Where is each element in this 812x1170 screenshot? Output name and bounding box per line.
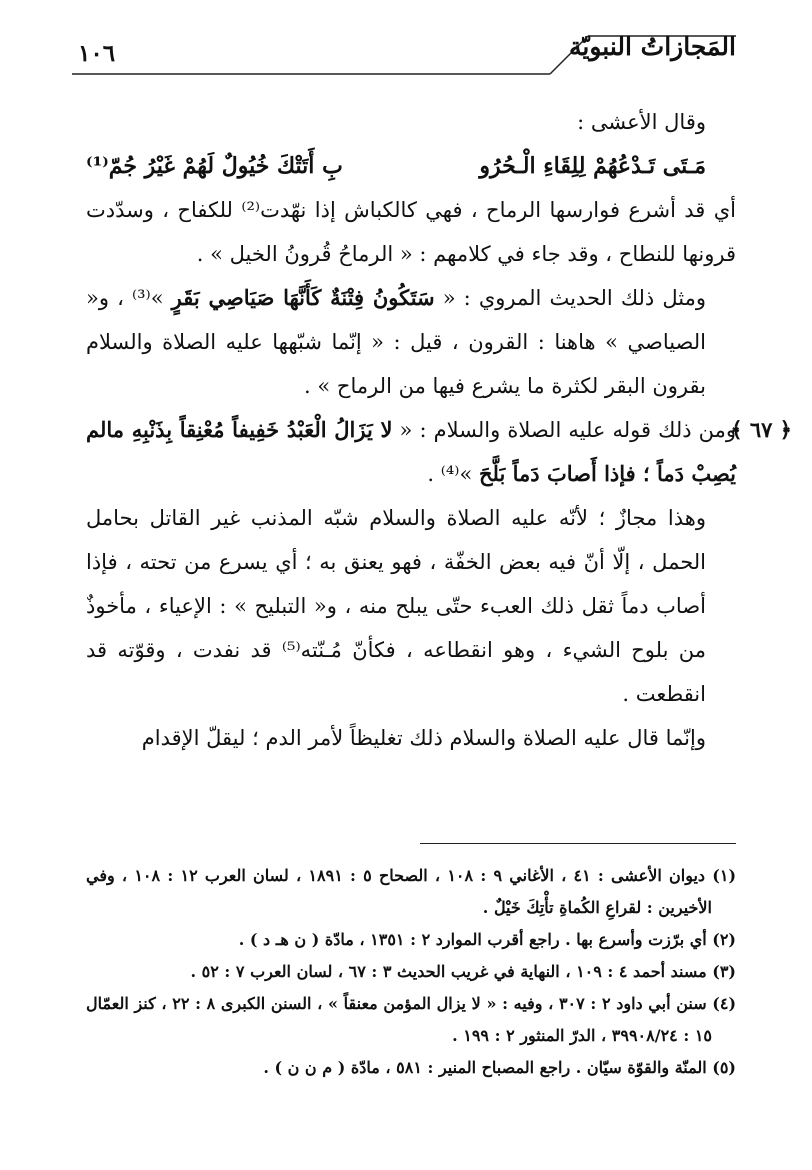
paragraph-number: ﴿ ٦٧ ﴾: [730, 417, 792, 442]
footnote: (١) ديوان الأعشى : ٤١ ، الأغاني ٩ : ١٠٨ ، الصحاح ٥ : ١٨٩١ ، لسان العرب ١٢ : ١٠٨ ، وفي الأخيرين : لقراعِ الكُماةِ تأْتِكَ خَيْلٌ .: [86, 866, 737, 917]
paragraph: وقال الأعشى :: [577, 110, 706, 134]
paragraph: [86, 276, 736, 408]
main-text: [86, 100, 792, 760]
paragraph: أي قد أشرع فوارسها الرماح ، فهي كالكباش إذا نهّدت⁽²⁾ للكفاح ، وسدّدت قرونها للنطاح ، وقد جاء في كلامهم : « الرماحُ قُرونُ الخيل » .: [86, 198, 736, 266]
verse-second-hemistich: بِ أَتَتْكَ خُيُولٌ لَهُمْ غَيْرُ جُمّ⁽¹⁾: [86, 153, 343, 179]
hadith-quote: لا يَزَالُ الْعَبْدُ خَفِيفاً مُعْنِقاً بِذَنْبِهِ مالم يُصِبْ دَماً ؛ فإذا أَصابَ دَماً بَلَّحَ: [86, 417, 736, 486]
paragraph: وإنّما قال عليه الصلاة والسلام ذلك تغليظاً لأمر الدم ؛ ليقلّ الإقدام: [141, 726, 706, 750]
footnote: (٥) المنّة والقوّة سيّان . راجع المصباح المنير : ٥٨١ ، مادّة ( م ن ن ) .: [263, 1058, 736, 1077]
footnote: (٤) سنن أبي داود ٢ : ٣٠٧ ، وفيه : « لا يزال المؤمن معنقاً » ، السنن الكبرى ٨ : ٢٢ ، كنز العمّال ١٥ : ٣٩٩٠٨/٢٤ ، الدرّ المنثور ٢ : ١٩٩ .: [86, 994, 737, 1045]
page-number: ١٠٦: [78, 40, 116, 67]
verse-first-hemistich: مَـتَى تَـدْعُهُمْ لِلِقَاءِ الْـحُرُو: [479, 153, 706, 179]
text-run: ومثل ذلك الحديث المروي : «: [434, 286, 707, 310]
footnotes: [86, 860, 736, 1084]
paragraph: وهذا مجازٌ ؛ لأنّه عليه الصلاة والسلام شبّه المذنب غير القاتل بحامل الحمل ، إلّا أنّ فيه بعض الخفّة ، فهو يعنق به ؛ أي يسرع من تحته ، فإذا أصاب دماً ثقل ذلك العبء حتّى يبلح منه ، و« التبليح » : الإعياء ، مأخوذٌ من بلوح الشيء ، وهو انقطاعه ، فكأنّ مُـنّته⁽⁵⁾ قد نفدت ، وقوّته قد انقطعت .: [86, 506, 706, 706]
text-run: ومن ذلك قوله عليه الصلاة والسلام : «: [392, 418, 737, 442]
poetry-verse: [86, 144, 736, 188]
footnote: (٢) أي برّزت وأسرع بها . راجع أقرب الموارد ٢ : ١٣٥١ ، مادّة ( ن هـ د ) .: [238, 930, 736, 949]
footnote: (٣) مسند أحمد ٤ : ١٠٩ ، النهاية في غريب الحديث ٣ : ٦٧ ، لسان العرب ٧ : ٥٢ .: [190, 962, 736, 981]
running-header: [72, 30, 736, 80]
numbered-paragraph: [86, 408, 792, 496]
text-run: »⁽⁴⁾ .: [427, 462, 479, 486]
hadith-quote: سَتَكُونُ فِتْنَةٌ كَأَنَّهَا صَيَاصِي بَقَرٍ: [171, 285, 435, 310]
book-title: المَجازاتُ النبويّة: [569, 32, 736, 61]
footnote-divider: [420, 843, 736, 844]
text-run: »⁽³⁾ ، و« الصياصي » هاهنا : القرون ، قيل : « إنّما شبّهها عليه الصلاة والسلام بقرون البقر لكثرة ما يشرع فيها من الرماح » .: [86, 286, 706, 398]
